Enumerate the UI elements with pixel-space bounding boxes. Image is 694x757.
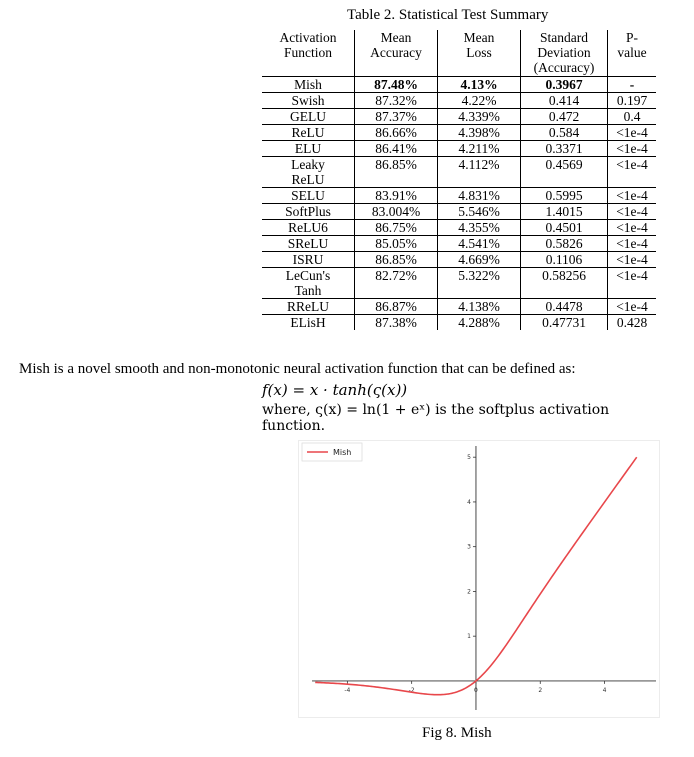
header-text: Mean [463,30,495,45]
function-name: ELU [294,141,322,156]
cell-activation-function [262,315,355,331]
cell-activation-function [262,109,355,125]
cell-mean-loss: 4.288% [438,315,521,331]
cell-activation-function [262,157,355,188]
y-tick-label: 2 [467,588,471,596]
cell-mean-loss: 5.322% [438,268,521,299]
cell-standard-deviation: 0.584 [521,125,608,141]
y-tick-label: 5 [467,454,471,462]
cell-activation-function [262,77,355,93]
table-row [262,220,656,236]
cell-standard-deviation: 0.4569 [521,157,608,188]
cell-mean-loss: 4.211% [438,141,521,157]
function-name: ReLU6 [288,220,328,235]
mish-plot [298,440,660,718]
figure-caption: Fig 8. Mish [422,725,492,741]
x-tick-label: -4 [344,686,351,694]
cell-p-value: <1e-4 [608,299,657,315]
function-name: GELU [290,109,326,124]
function-name: LeCun's [285,268,331,283]
cell-mean-accuracy: 87.32% [355,93,438,109]
function-name: ISRU [292,252,324,267]
cell-p-value: <1e-4 [608,141,657,157]
table-row [262,315,656,331]
plot-frame [299,441,660,718]
cell-standard-deviation: 1.4015 [521,204,608,220]
table-row [262,109,656,125]
cell-activation-function [262,299,355,315]
header-mean-accuracy [355,30,438,77]
softplus-definition-continued: function. [262,418,326,434]
cell-mean-accuracy: 86.66% [355,125,438,141]
cell-mean-accuracy: 85.05% [355,236,438,252]
cell-p-value: <1e-4 [608,125,657,141]
header-text: P- [625,30,638,45]
softplus-definition: where, ς(x) = ln(1 + eˣ) is the softplus activation [262,402,610,418]
cell-mean-loss: 4.339% [438,109,521,125]
cell-activation-function [262,252,355,268]
cell-mean-accuracy: 87.48% [355,77,438,93]
table-caption: Table 2. Statistical Test Summary [347,7,549,23]
cell-activation-function [262,268,355,299]
cell-p-value: <1e-4 [608,220,657,236]
cell-mean-loss: 4.669% [438,252,521,268]
cell-p-value: <1e-4 [608,236,657,252]
table-header-row [262,30,656,77]
legend [302,443,362,461]
table-row [262,268,656,299]
table-row [262,299,656,315]
cell-standard-deviation: 0.58256 [521,268,608,299]
header-text: Standard [540,30,588,45]
cell-activation-function [262,188,355,204]
x-tick-label: 2 [538,686,543,694]
cell-activation-function [262,220,355,236]
function-name: SoftPlus [285,204,331,219]
cell-activation-function [262,141,355,157]
table-row [262,204,656,220]
cell-standard-deviation: 0.3967 [521,77,608,93]
cell-activation-function [262,93,355,109]
cell-standard-deviation: 0.3371 [521,141,608,157]
y-tick-label: 4 [467,498,471,506]
cell-p-value: <1e-4 [608,268,657,299]
cell-mean-loss: 5.546% [438,204,521,220]
cell-mean-loss: 4.355% [438,220,521,236]
cell-mean-accuracy: 86.87% [355,299,438,315]
function-name: ReLU [291,172,325,187]
formula-text: f(x) = x · tanh(ς(x)) [262,381,408,399]
cell-p-value: <1e-4 [608,252,657,268]
header-mean-loss [438,30,521,77]
cell-standard-deviation: 0.1106 [521,252,608,268]
cell-p-value: 0.428 [608,315,657,331]
header-p-value [608,30,657,77]
cell-mean-accuracy: 83.004% [355,204,438,220]
function-name: SELU [291,188,325,203]
cell-p-value: 0.4 [608,109,657,125]
x-tick-label: 0 [474,686,478,694]
cell-standard-deviation: 0.4478 [521,299,608,315]
mish-description: Mish is a novel smooth and non-monotonic neural activation function that can be defined as: [19,361,576,377]
y-tick-label: 3 [467,543,471,551]
cell-p-value: <1e-4 [608,157,657,188]
cell-standard-deviation: 0.472 [521,109,608,125]
cell-standard-deviation: 0.47731 [521,315,608,331]
mish-formula [262,381,407,399]
header-text: Function [283,45,332,60]
header-text: Activation [279,30,337,45]
cell-standard-deviation: 0.414 [521,93,608,109]
header-text: (Accuracy) [533,60,595,75]
cell-p-value: <1e-4 [608,204,657,220]
header-text: Mean [380,30,412,45]
x-tick-label: -2 [408,686,415,694]
header-standard-deviation [521,30,608,77]
cell-p-value: 0.197 [608,93,657,109]
cell-mean-loss: 4.138% [438,299,521,315]
table-row [262,252,656,268]
function-name: ReLU [291,125,325,140]
cell-mean-accuracy: 82.72% [355,268,438,299]
cell-standard-deviation: 0.5995 [521,188,608,204]
table-row [262,141,656,157]
cell-p-value: - [608,77,657,93]
function-name: Swish [291,93,325,108]
cell-mean-accuracy: 83.91% [355,188,438,204]
table-row [262,188,656,204]
table-row [262,236,656,252]
cell-activation-function [262,125,355,141]
cell-mean-accuracy: 87.37% [355,109,438,125]
cell-mean-loss: 4.831% [438,188,521,204]
cell-p-value: <1e-4 [608,188,657,204]
cell-standard-deviation: 0.4501 [521,220,608,236]
cell-mean-accuracy: 86.85% [355,157,438,188]
header-text: value [617,45,647,60]
header-text: Loss [466,45,492,60]
cell-activation-function [262,236,355,252]
function-name: Mish [294,77,322,92]
function-name: RReLU [287,299,329,314]
statistical-test-table [262,30,656,330]
cell-mean-accuracy: 86.85% [355,252,438,268]
header-text: Deviation [537,45,591,60]
cell-mean-accuracy: 87.38% [355,315,438,331]
cell-mean-accuracy: 86.41% [355,141,438,157]
header-activation-function [262,30,355,77]
table-row [262,157,656,188]
function-name: SReLU [287,236,329,251]
y-tick-label: 1 [467,633,471,641]
header-text: Accuracy [370,45,422,60]
cell-mean-loss: 4.112% [438,157,521,188]
table-body [262,77,656,331]
table-row [262,125,656,141]
x-tick-label: 4 [602,686,607,694]
cell-mean-loss: 4.398% [438,125,521,141]
table-row [262,77,656,93]
cell-mean-accuracy: 86.75% [355,220,438,236]
function-name: ELisH [290,315,326,330]
function-name: Tanh [294,283,322,298]
cell-mean-loss: 4.22% [438,93,521,109]
cell-activation-function [262,204,355,220]
cell-standard-deviation: 0.5826 [521,236,608,252]
cell-mean-loss: 4.13% [438,77,521,93]
cell-mean-loss: 4.541% [438,236,521,252]
legend-label: Mish [333,448,352,457]
table-row [262,93,656,109]
function-name: Leaky [291,157,325,172]
